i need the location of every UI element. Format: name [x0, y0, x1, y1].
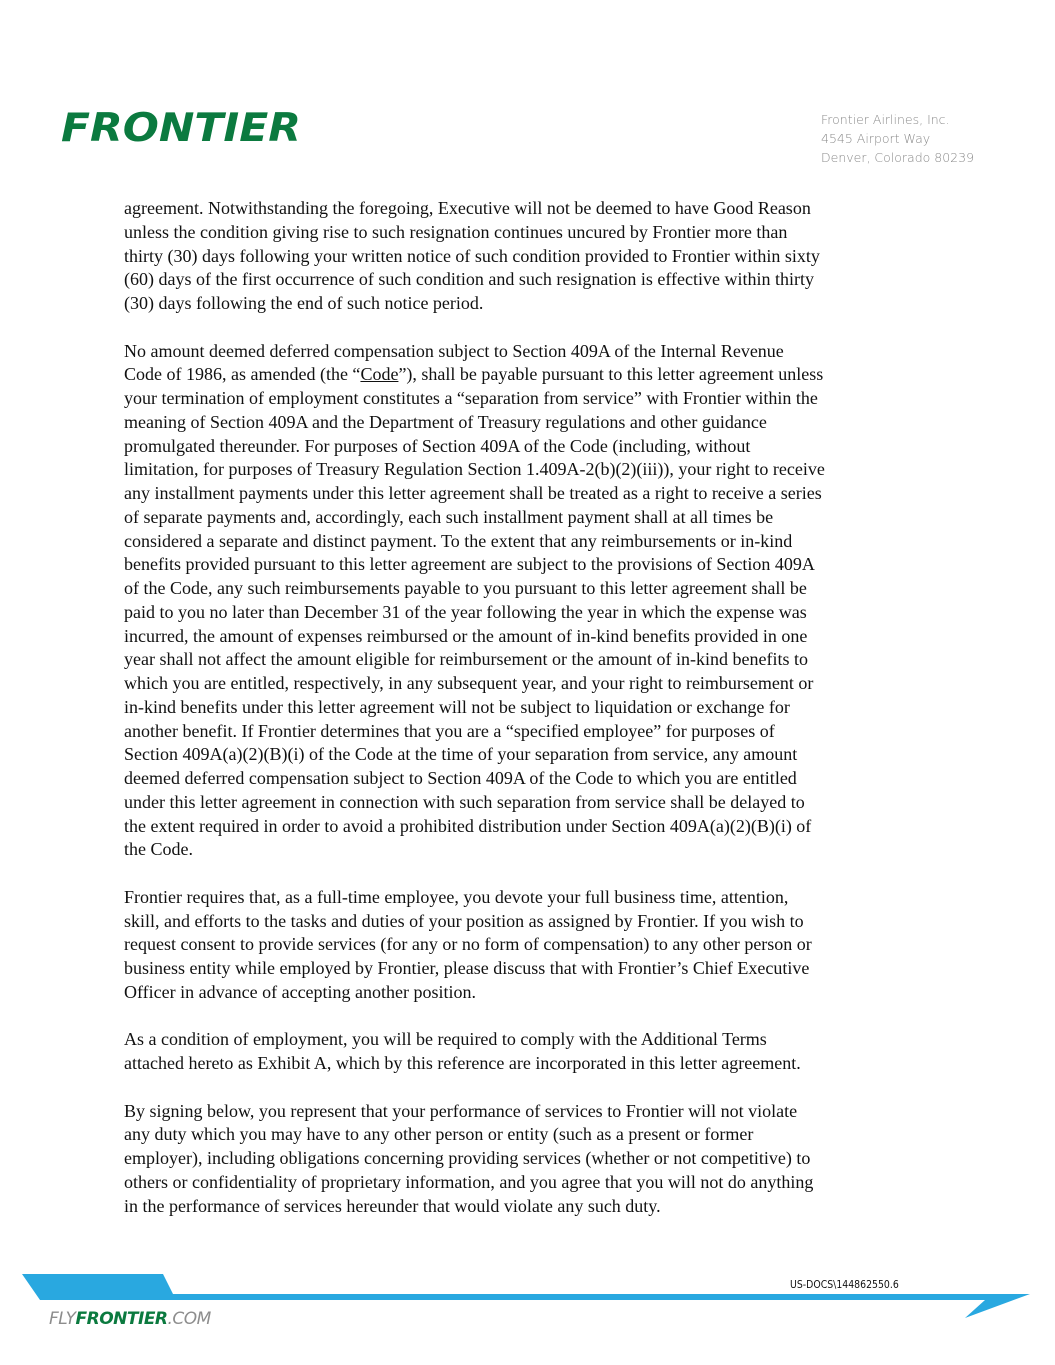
text-line: promulgated thereunder. For purposes of Section 409A of the Code (including, without — [124, 435, 751, 456]
text-line: incurred, the amount of expenses reimbursed or the amount of in-kind benefits provided in one — [124, 625, 808, 646]
text-line: benefits provided pursuant to this letter agreement are subject to the provisions of Section 409A — [124, 554, 815, 575]
text-line: in the performance of services hereunder that would violate any such duty. — [124, 1195, 661, 1216]
paragraph — [124, 1100, 944, 1219]
text-line: skill, and efforts to the tasks and duties of your position as assigned by Frontier. If you wish to — [124, 910, 804, 931]
text-fragment: Code of 1986, as amended (the “ — [124, 364, 361, 385]
website-link[interactable] — [49, 1309, 211, 1329]
text-line: thirty (30) days following your written notice of such condition provided to Frontier within sixty — [124, 245, 820, 266]
text-line: any installment payments under this letter agreement shall be treated as a right to receive a series — [124, 483, 822, 503]
text-line: the Code. — [124, 839, 193, 860]
text-line: agreement. Notwithstanding the foregoing, Executive will not be deemed to have Good Reason — [124, 198, 811, 218]
text-line: under this letter agreement in connection with such separation from service shall be delayed to — [124, 791, 805, 812]
text-line: (30) days following the end of such notice period. — [124, 293, 484, 313]
text-line — [124, 363, 944, 387]
text-line: attached hereto as Exhibit A, which by this reference are incorporated in this letter agreement. — [124, 1053, 801, 1073]
paragraph — [124, 886, 944, 1005]
letter-body — [124, 197, 944, 1242]
address-line: 4545 Airport Way — [821, 131, 931, 146]
text-line: (60) days of the first occurrence of such condition and such resignation is effective within thirty — [124, 269, 814, 290]
text-line: limitation, for purposes of Treasury Regulation Section 1.409A-2(b)(2)(iii)), your right to receive — [124, 459, 825, 480]
text-line: paid to you no later than December 31 of the year following the year in which the expense was — [124, 601, 807, 622]
defined-term: Code — [360, 364, 399, 385]
address-line: Frontier Airlines, Inc. — [821, 112, 950, 127]
text-line: business entity while employed by Frontier, please discuss that with Frontier’s Chief Executive — [124, 958, 810, 978]
text-line: meaning of Section 409A and the Department of Treasury regulations and other guidance — [124, 411, 767, 432]
text-line: Section 409A(a)(2)(B)(i) of the Code at the time of your separation from service, any amount — [124, 744, 798, 765]
text-line: year shall not affect the amount eligible for reimbursement or the amount of in-kind benefits to — [124, 649, 808, 670]
text-line: employer), including obligations concerning providing services (whether or not competitive) to — [124, 1148, 811, 1168]
text-line: others or confidentiality of proprietary information, and you agree that you will not do anything — [124, 1171, 814, 1192]
text-fragment: ”), shall be payable pursuant to this letter agreement unless — [398, 364, 824, 385]
document-id: US-DOCS\144862550.6 — [790, 1278, 899, 1291]
text-line: of separate payments and, accordingly, each such installment payment shall at all times be — [124, 506, 774, 527]
address-line: Denver, Colorado 80239 — [821, 150, 975, 165]
paragraph — [124, 340, 944, 863]
text-line: Officer in advance of accepting another position. — [124, 981, 477, 1002]
text-line: of the Code, any such reimbursements payable to you pursuant to this letter agreement shall be — [124, 578, 807, 598]
text-line: deemed deferred compensation subject to Section 409A of the Code to which you are entitled — [124, 768, 797, 788]
text-line: in-kind benefits under this letter agreement will not be subject to liquidation or exchange for — [124, 696, 790, 717]
text-line: As a condition of employment, you will be required to comply with the Additional Terms — [124, 1029, 767, 1050]
text-line: any duty which you may have to any other person or entity (such as a present or former — [124, 1124, 754, 1145]
text-line: the extent required in order to avoid a prohibited distribution under Section 409A(a)(2)(B)(i) of — [124, 815, 812, 836]
paragraph — [124, 1028, 944, 1076]
company-address — [821, 110, 974, 167]
text-line: No amount deemed deferred compensation subject to Section 409A of the Internal Revenue — [124, 340, 784, 361]
text-line: Frontier requires that, as a full-time employee, you devote your full business time, attention, — [124, 886, 789, 907]
site-part: .COM — [167, 1309, 211, 1329]
site-part: FRONTIER — [75, 1309, 168, 1329]
text-line: your termination of employment constitutes a “separation from service” with Frontier within the — [124, 388, 818, 408]
text-line: another benefit. If Frontier determines that you are a “specified employee” for purposes of — [124, 720, 775, 741]
text-line: request consent to provide services (for any or no form of compensation) to any other person or — [124, 934, 812, 955]
frontier-logo — [57, 108, 303, 144]
text-line: By signing below, you represent that your performance of services to Frontier will not violate — [124, 1100, 798, 1121]
site-part: FLY — [49, 1309, 76, 1329]
svg-text:FRONTIER: FRONTIER — [61, 108, 301, 144]
text-line: which you are entitled, respectively, in any subsequent year, and your right to reimbursement or — [124, 673, 814, 693]
text-line: considered a separate and distinct payment. To the extent that any reimbursements or in-kind — [124, 530, 793, 551]
text-line: unless the condition giving rise to such resignation continues uncured by Frontier more than — [124, 221, 788, 242]
paragraph — [124, 197, 944, 316]
